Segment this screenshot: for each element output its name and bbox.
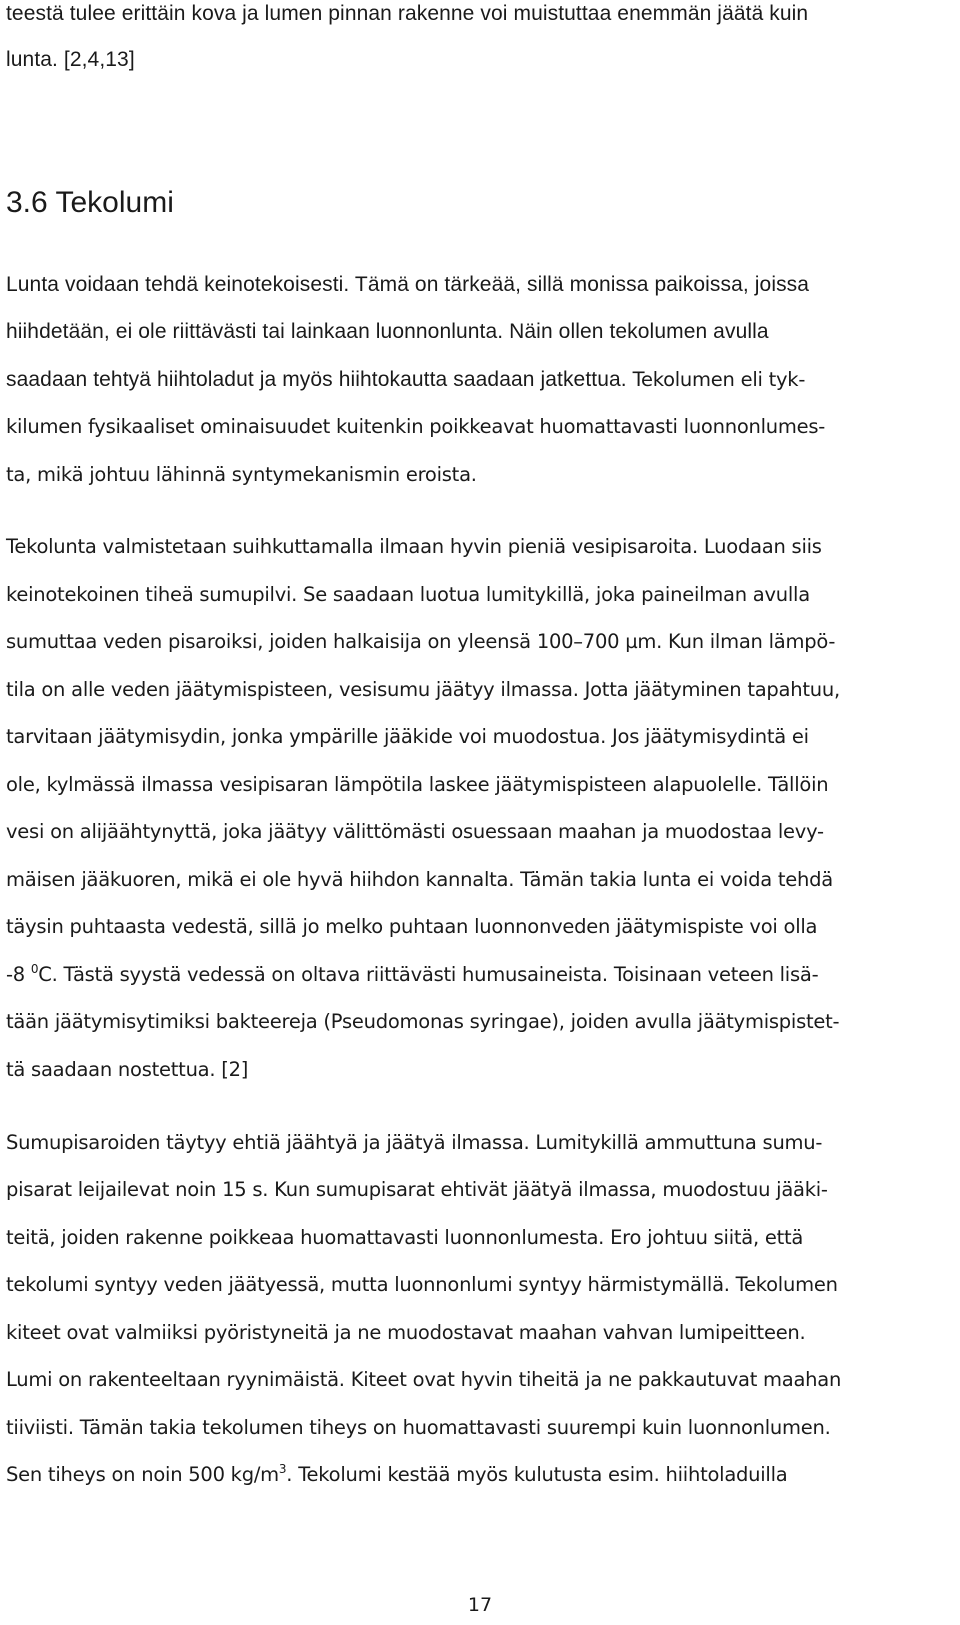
text-line: tarvitaan jäätymisydin, jonka ympärille jääkide voi muodostua. Jos jäätymisydintä ei [6,725,809,748]
text-line: pisarat leijailevat noin 15 s. Kun sumupisarat ehtivät jäätyä ilmassa, muodostuu jääki- [6,1178,828,1201]
superscript: 0 [30,962,39,976]
text-segment: Sen tiheys on noin 500 kg/m [6,1463,279,1486]
text-line: teestä tulee erittäin kova ja lumen pinnan rakenne voi muistuttaa enemmän jäätä kuin [6,2,809,25]
section-heading: 3.6 Tekolumi [6,186,174,219]
text-line: kilumen fysikaaliset ominaisuudet kuitenkin poikkeavat huomattavasti luonnonlumes- [6,415,826,438]
text-line: sumuttaa veden pisaroiksi, joiden halkaisija on yleensä 100–700 µm. Kun ilman lämpö- [6,630,836,653]
text-line: lunta. [2,4,13] [6,48,135,71]
text-line: Lumi on rakenteeltaan ryynimäistä. Kiteet ovat hyvin tiheitä ja ne pakkautuvat maahan [6,1368,842,1391]
text-line: tä saadaan nostettua. [2] [6,1058,249,1081]
text-line: teitä, joiden rakenne poikkeaa huomattavasti luonnonlumesta. Ero johtuu siitä, että [6,1226,804,1249]
text-line [6,962,818,990]
text-segment: saadaan tehtyä hiihtoladut ja myös hiihtokautta saadaan jatkettua. [6,368,627,391]
text-line: ta, mikä johtuu lähinnä syntymekanismin eroista. [6,463,477,486]
text-line: täysin puhtaasta vedestä, sillä jo melko puhtaan luonnonveden jäätymispiste voi olla [6,915,818,938]
text-segment: . Tekolumi kestää myös kulutusta esim. hiihtoladuilla [286,1463,788,1486]
text-line: Tekolunta valmistetaan suihkuttamalla ilmaan hyvin pieniä vesipisaroita. Luodaan siis [6,535,822,558]
text-segment: Tekolumen eli tyk- [632,368,806,391]
page-number: 17 [467,1594,493,1616]
text-line: ole, kylmässä ilmassa vesipisaran lämpötila laskee jäätymispisteen alapuolelle. Tällöin [6,773,829,796]
text-line: mäisen jääkuoren, mikä ei ole hyvä hiihdon kannalta. Tämän takia lunta ei voida tehdä [6,868,833,891]
text-segment: C. Tästä syystä vedessä on oltava riittävästi humusaineista. Toisinaan veteen lisä- [38,963,819,986]
text-segment: -8 [6,963,31,986]
text-line: tään jäätymisytimiksi bakteereja (Pseudomonas syringae), joiden avulla jäätymispistet- [6,1010,840,1033]
text-line [6,1462,787,1490]
text-line [6,367,805,393]
text-line: vesi on alijäähtynyttä, joka jäätyy välittömästi osuessaan maahan ja muodostaa levy- [6,820,824,843]
text-line: hiihdetään, ei ole riittävästi tai lainkaan luonnonlunta. Näin ollen tekolumen avulla [6,320,769,343]
text-line: keinotekoinen tiheä sumupilvi. Se saadaan luotua lumitykillä, joka paineilman avulla [6,583,810,606]
text-line: Sumupisaroiden täytyy ehtiä jäähtyä ja jäätyä ilmassa. Lumitykillä ammuttuna sumu- [6,1131,823,1154]
text-line: tila on alle veden jäätymispisteen, vesisumu jäätyy ilmassa. Jotta jäätyminen tapahtuu, [6,678,840,701]
superscript: 3 [278,1462,287,1476]
text-line: kiteet ovat valmiiksi pyöristyneitä ja ne muodostavat maahan vahvan lumipeitteen. [6,1321,806,1344]
text-line: tekolumi syntyy veden jäätyessä, mutta luonnonlumi syntyy härmistymällä. Tekolumen [6,1273,838,1296]
text-line: Lunta voidaan tehdä keinotekoisesti. Tämä on tärkeää, sillä monissa paikoissa, joissa [6,273,810,296]
text-line: tiiviisti. Tämän takia tekolumen tiheys on huomattavasti suurempi kuin luonnonlumen. [6,1416,831,1439]
